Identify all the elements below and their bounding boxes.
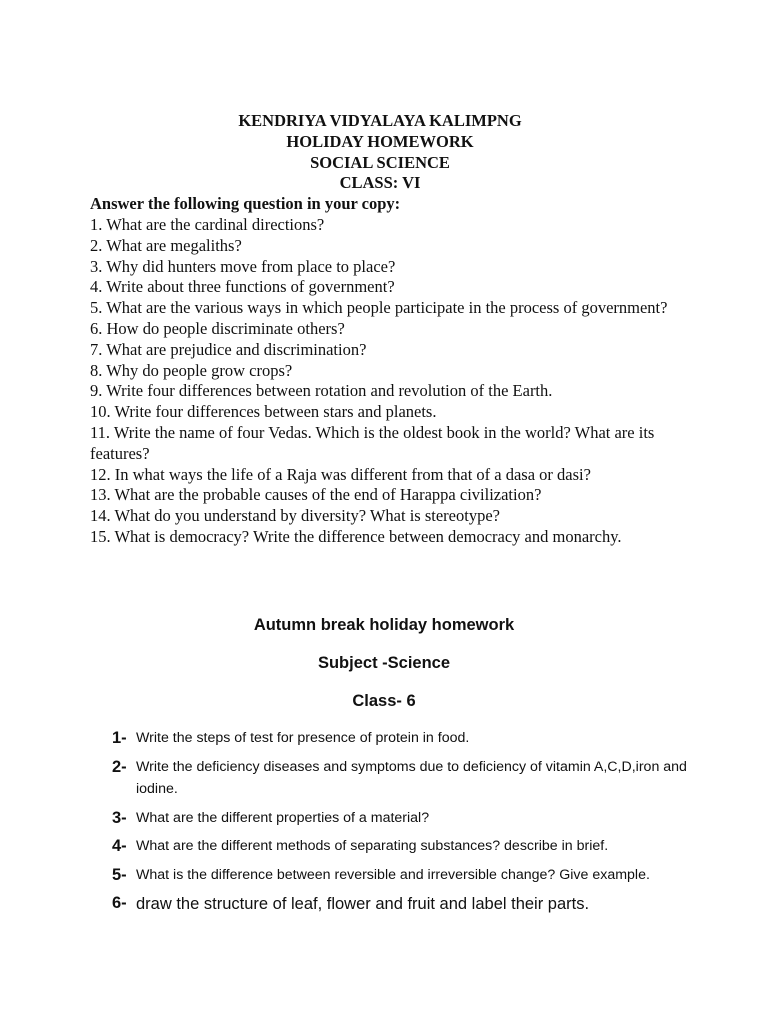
subject-title: SOCIAL SCIENCE	[310, 152, 450, 172]
question-item: 9. Write four differences between rotation and revolution of the Earth.	[90, 381, 553, 401]
question-item: 3. Why did hunters move from place to place?	[90, 256, 396, 276]
list-item	[112, 835, 692, 858]
question-text: What are the different methods of separating substances? describe in brief.	[136, 838, 609, 854]
question-text: draw the structure of leaf, flower and fruit and label their parts.	[136, 895, 590, 913]
question-text: What is the difference between reversible and irreversible change? Give example.	[136, 866, 650, 883]
class-title: CLASS: VI	[339, 173, 421, 193]
science-class: Class- 6	[352, 692, 416, 710]
question-number: 3-	[112, 808, 127, 827]
question-number: 4-	[112, 837, 127, 855]
question-item: 12. In what ways the life of a Raja was different from that of a dasa or dasi?	[90, 464, 591, 484]
question-item: 13. What are the probable causes of the end of Harappa civilization?	[90, 485, 542, 505]
question-item: 7. What are prejudice and discrimination?	[90, 339, 367, 359]
question-item: 8. Why do people grow crops?	[90, 360, 293, 380]
list-item	[112, 864, 692, 887]
science-title: Autumn break holiday homework	[253, 616, 515, 634]
question-item: 11. Write the name of four Vedas. Which is the oldest book in the world? What are its features?	[90, 422, 655, 463]
homework-title: HOLIDAY HOMEWORK	[286, 131, 474, 151]
question-item: 1. What are the cardinal directions?	[90, 214, 325, 234]
question-item: 4. Write about three functions of government?	[90, 277, 395, 297]
question-item: 10. Write four differences between stars and planets.	[90, 402, 437, 422]
question-number: 1-	[112, 729, 127, 747]
question-number: 2-	[112, 757, 127, 776]
question-text: Write the deficiency diseases and symptoms due to deficiency of vitamin A,C,D,iron and iodine.	[136, 758, 687, 797]
list-item	[112, 807, 692, 830]
question-item: 15. What is democracy? Write the difference between democracy and monarchy.	[90, 526, 622, 546]
question-item: 2. What are megaliths?	[90, 235, 242, 255]
school-name: KENDRIYA VIDYALAYA KALIMPNG	[238, 111, 522, 130]
question-number: 6-	[112, 894, 127, 912]
social-science-section	[90, 111, 690, 548]
science-section	[0, 612, 768, 913]
question-text: What are the different properties of a material?	[136, 809, 430, 826]
question-item: 6. How do people discriminate others?	[90, 318, 345, 338]
question-item: 14. What do you understand by diversity? What is stereotype?	[90, 506, 500, 526]
science-subject: Subject -Science	[317, 654, 451, 672]
instruction-text: Answer the following question in your copy:	[90, 194, 401, 214]
list-item	[112, 727, 692, 750]
question-text: Write the steps of test for presence of protein in food.	[136, 730, 470, 746]
science-question-list	[112, 727, 692, 922]
question-number: 5-	[112, 865, 127, 884]
question-item: 5. What are the various ways in which people participate in the process of government?	[90, 298, 668, 318]
list-item	[112, 756, 692, 801]
list-item	[112, 892, 692, 916]
